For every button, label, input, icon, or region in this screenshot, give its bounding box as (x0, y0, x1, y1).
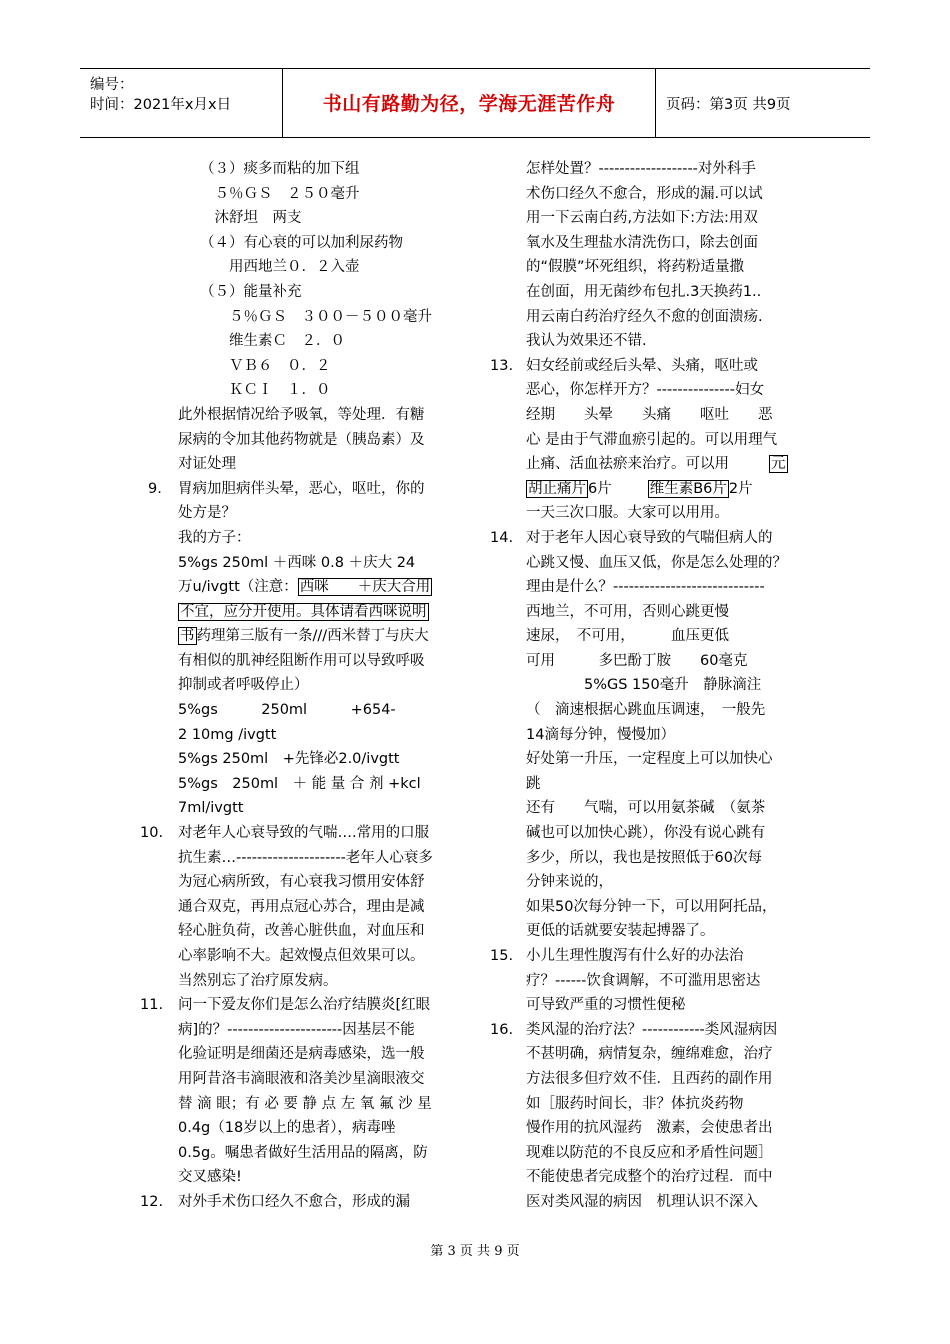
text-line: 碱也可以加快心跳），你没有说心跳有 (526, 825, 766, 842)
item-number: 9. (148, 480, 162, 497)
text-line: 心跳又慢、血压又低，你是怎么处理的？ (526, 554, 787, 571)
item-number: 15. (490, 948, 514, 964)
text-fragment: 2片 (728, 480, 753, 497)
item-number: 10. (140, 825, 164, 842)
text-line (178, 600, 460, 625)
text-line: 心 是由于气滞血瘀引起的。可以用理气 (526, 431, 778, 448)
text-line: 经期 头晕 头痛 呕吐 恶 (526, 406, 773, 423)
page-label: 页码：第3页 共9页 (666, 97, 791, 113)
text-line (178, 575, 460, 600)
text-line: 小儿生理性腹泻有什么好的办法治 (526, 948, 744, 964)
boxed-note: 不宜，应分开使用。具体请看西咪说明 (180, 603, 427, 620)
text-line: 速尿， 不可用， 血压更低 (526, 628, 729, 645)
code-label: 编号： (90, 77, 134, 93)
text-line: 此外根据情况给予吸氧，等处理．有糖 (178, 406, 425, 423)
text-line: 可导致严重的习惯性便秘 (526, 997, 686, 1014)
header-info-cell (80, 69, 283, 137)
text-line: 氧水及生理盐水清洗伤口，除去创面 (526, 234, 758, 251)
text-line: 用一下云南白药,方法如下:方法:用双 (526, 210, 758, 227)
text-line: 为冠心病所致，有心衰我习惯用安体舒 (178, 874, 425, 891)
text-line: 0.4g（18岁以上的患者），病毒唑 (178, 1120, 396, 1137)
text-line: 抗生素…---------------------老年人心衰多 (178, 849, 433, 866)
text-line: 当然别忘了治疗原发病。 (178, 972, 338, 989)
text-line: 对证处理 (178, 456, 236, 473)
text-line: 交叉感染! (178, 1169, 242, 1186)
text-line: 还有 气喘，可以用氨茶碱 （氨茶 (526, 800, 766, 817)
text-line: 我认为效果还不错. (526, 333, 647, 350)
boxed-note: 西咪 ＋庆大合用 (299, 579, 431, 596)
text-line: 5%gs 250ml ＋ 能 量 合 剂 +kcl (178, 775, 421, 792)
text-line: 分钟来说的， (526, 874, 613, 891)
text-line: 如果50次每分钟一下，可以用阿托品， (526, 898, 777, 915)
text-line: 7ml/ivgtt (178, 800, 244, 817)
text-line (526, 477, 810, 502)
text-line: 胃病加胆病伴头晕，恶心，呕吐，你的 (178, 480, 425, 497)
item-number: 11. (140, 997, 164, 1014)
text-line: 14滴每分钟，慢慢加） (526, 726, 675, 743)
text-line: 西地兰，不可用，否则心跳更慢 (526, 603, 729, 620)
text-line: 恶心，你怎样开方？---------------妇女 (526, 382, 764, 399)
right-column (490, 157, 810, 1215)
item-12-continued (490, 157, 810, 354)
text-line: 5%gs 250ml ＋西咪 0.8 ＋庆大 24 (178, 554, 416, 571)
left-intro-indented (140, 157, 460, 403)
text-line: ５％ＧＳ ３００－５００毫升 (200, 308, 432, 325)
text-line: （３）痰多而粘的加下组 (200, 161, 360, 177)
text-line: 处方是？ (178, 505, 236, 522)
text-line: 用西地兰０．２入壶 (200, 259, 360, 276)
text-line: 轻心脏负荷，改善心脏供血，对血压和 (178, 923, 425, 940)
text-line: 更低的话就要安装起搏器了。 (526, 923, 715, 940)
text-line: 心率影响不大。起效慢点但效果可以。 (178, 948, 425, 964)
text-line: 术伤口经久不愈合，形成的漏.可以试 (526, 185, 763, 202)
text-line: 对于老年人因心衰导致的气喘但病人的 (526, 529, 773, 546)
text-line: ５％ＧＳ ２５０毫升 (200, 185, 360, 202)
text-line: 对老年人心衰导致的气喘….常用的口服 (178, 825, 430, 842)
text-line: 2 10mg /ivgtt (178, 726, 277, 743)
boxed-note: 元 (771, 456, 786, 473)
text-line: 不甚明确，病情复杂，缠绵难愈，治疗 (526, 1046, 773, 1063)
text-line: 多少，所以，我也是按照低于60次每 (526, 849, 762, 866)
text-line: 慢作用的抗风湿药 激素，会使患者出 (526, 1120, 773, 1137)
header-motto-cell (283, 69, 656, 137)
left-column (140, 157, 460, 1215)
text-line: 医对类风湿的病因 机理认识不深入 (526, 1193, 758, 1210)
text-line: 用阿昔洛韦滴眼液和洛美沙星滴眼液交 (178, 1070, 425, 1087)
text-line: 化验证明是细菌还是病毒感染，选一般 (178, 1046, 425, 1063)
item-number: 13. (490, 357, 514, 374)
text-line: 怎样处置？-------------------对外科手 (526, 161, 756, 177)
text-line: 抑制或者呼吸停止） (178, 677, 309, 694)
item-number: 14. (490, 529, 514, 546)
text-line: 好处第一升压，一定程度上可以加快心 (526, 751, 773, 768)
text-line: 一天三次口服。大家可以用用。 (526, 505, 729, 522)
text-line: ＫＣＩ １．０ (200, 382, 331, 399)
text-line: 有相似的肌神经阻断作用可以导致呼吸 (178, 652, 425, 669)
item-number: 16. (490, 1021, 514, 1038)
text-line: （ 滴速根据心跳血压调速， 一般先 (526, 702, 766, 719)
text-line: 现难以防范的不良反应和矛盾性问题］ (526, 1144, 773, 1161)
text-line: 5%gs 250ml +654- (178, 702, 396, 719)
list-item-9 (140, 477, 460, 821)
text-line: 疗？------饮食调解，不可滥用思密达 (526, 972, 761, 989)
text-line (178, 624, 460, 649)
text-line: 类风湿的治疗法？------------类风湿病因 (526, 1021, 778, 1038)
text-line: 0.5g。嘱患者做好生活用品的隔离，防 (178, 1144, 428, 1161)
text-line: 病]的？----------------------因基层不能 (178, 1021, 415, 1038)
text-line: ＶＢ６ ０．２ (200, 357, 331, 374)
document-header (80, 68, 870, 138)
text-line: 5%GS 150毫升 静脉滴注 (526, 677, 762, 694)
text-line: （４）有心衰的可以加利尿药物 (200, 234, 403, 251)
motto: 书山有路勤为径，学海无涯苦作舟 (322, 93, 616, 115)
boxed-note: 书 (180, 628, 195, 645)
list-item-10 (140, 821, 460, 993)
text-fragment: 万u/ivgtt（注意： (178, 579, 298, 596)
text-line: 在创面，用无菌纱布包扎.3天换药1.. (526, 283, 762, 300)
text-line: 沐舒坦 两支 (200, 210, 302, 227)
text-line: 用云南白药治疗经久不愈的创面溃疡. (526, 308, 763, 325)
list-item-12 (140, 1190, 460, 1215)
text-fragment: 止痛、活血祛瘀来治疗。可以用 (526, 456, 729, 473)
text-line: 5%gs 250ml +先锋必2.0/ivgtt (178, 751, 400, 768)
text-line: （５）能量补充 (200, 283, 302, 300)
text-line: 如［服药时间长，非？体抗炎药物 (526, 1095, 744, 1112)
text-line: 方法很多但疗效不佳．且西药的副作用 (526, 1070, 773, 1087)
text-line (526, 452, 810, 477)
text-line: 妇女经前或经后头晕、头痛，呕吐或 (526, 357, 758, 374)
boxed-note: 胡止痛片 (528, 480, 586, 497)
list-item-11 (140, 993, 460, 1190)
list-item-13 (490, 354, 810, 526)
boxed-note: 维生素B6片 (649, 480, 727, 497)
item-number: 12. (140, 1193, 164, 1210)
text-line: 不能使患者完成整个的治疗过程．而中 (526, 1169, 773, 1186)
text-line: 的“假膜”坏死组织，将药粉适量撒 (526, 259, 745, 276)
page-footer: 第 3 页 共 9 页 (430, 1244, 520, 1259)
text-line: 维生素Ｃ ２．０ (200, 333, 345, 350)
text-line: 问一下爱友你们是怎么治疗结膜炎[红眼 (178, 997, 431, 1014)
text-line: 跳 (526, 775, 541, 792)
list-item-15 (490, 944, 810, 1018)
header-page-cell (656, 69, 870, 137)
text-line: 可用 多巴酚丁胺 60毫克 (526, 652, 748, 669)
list-item-14 (490, 526, 810, 944)
text-line: 我的方子： (178, 529, 251, 546)
text-line: 尿病的令加其他药物就是（胰岛素）及 (178, 431, 425, 448)
text-line: 理由是什么？----------------------------- (526, 579, 765, 596)
text-fragment: 药理第三版有一条///西米替丁与庆大 (196, 628, 429, 645)
text-line: 对外手术伤口经久不愈合，形成的漏 (178, 1193, 410, 1210)
time-label: 时间：2021年x月x日 (90, 97, 232, 113)
left-intro-text (140, 403, 460, 477)
text-line: 替 滴 眼；有 必 要 静 点 左 氧 氟 沙 星 (178, 1095, 432, 1112)
text-line: 通合双克，再用点冠心苏合，理由是减 (178, 898, 425, 915)
text-fragment: 6片 (588, 480, 612, 497)
list-item-16 (490, 1018, 810, 1215)
